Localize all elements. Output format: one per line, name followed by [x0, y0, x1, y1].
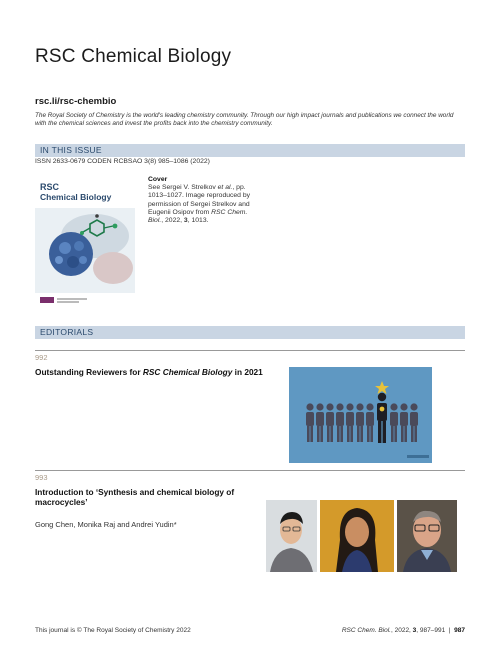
journal-description: The Royal Society of Chemistry is the world's leading chemistry community. Through our high impact journals and publications we connect the world with the chemical sciences and invest the profits back into the chemistry community.: [35, 112, 454, 128]
footer-separator: |: [445, 627, 455, 634]
author-portrait-icon: [397, 500, 457, 572]
author-portrait-icon: [266, 500, 317, 572]
editorials-heading: EDITORIALS: [40, 327, 94, 337]
cover-thumb-title-1: RSC: [40, 182, 60, 192]
journal-url-link[interactable]: rsc.li/rsc-chembio: [35, 96, 117, 107]
cover-caption-journal: RSC Chem. Biol.: [148, 208, 248, 225]
cover-caption-etal: et al.: [217, 184, 233, 192]
cover-art-icon: [35, 176, 135, 307]
people-crowd-icon: [289, 367, 432, 463]
footer-journal: RSC Chem. Biol.: [341, 627, 391, 634]
cover-thumb-title-2: Chemical Biology: [40, 192, 112, 202]
footer-volume: 3: [412, 627, 417, 634]
article-title-part: in 2021: [232, 367, 263, 377]
cover-caption-text-1: See Sergei V. Strelkov: [148, 184, 218, 192]
cover-caption-year: , 2022,: [161, 217, 184, 225]
cover-image[interactable]: [35, 176, 135, 307]
journal-title: RSC Chemical Biology: [35, 46, 232, 67]
cover-caption-volume: 3: [183, 217, 188, 225]
cover-caption-heading: Cover: [148, 176, 168, 183]
article-authors: Gong Chen, Monika Raj and Andrei Yudin*: [35, 520, 177, 529]
in-this-issue-bar: [35, 144, 465, 157]
page-number: 987: [454, 627, 465, 634]
divider: [35, 470, 465, 471]
article-page-number: 993: [35, 473, 48, 482]
in-this-issue-heading: IN THIS ISSUE: [40, 145, 102, 155]
article-title-journal: RSC Chemical Biology: [142, 367, 233, 377]
cover-caption-text-2: , pp. 1013–1027. Image reproduced by permission of Sergei Strelkov and Eugenii Osipov from: [148, 184, 251, 216]
author-photo: [397, 500, 457, 572]
author-photo: [320, 500, 394, 572]
article-title-link[interactable]: [35, 367, 270, 377]
article-title-part: Outstanding Reviewers for: [35, 367, 143, 377]
cover-caption: [148, 176, 258, 225]
reviewers-graphic[interactable]: [289, 367, 432, 463]
article-title-link[interactable]: Introduction to ‘Synthesis and chemical biology of macrocycles’: [35, 487, 235, 507]
footer-citation: [300, 627, 465, 634]
author-photo: [266, 500, 317, 572]
footer-copyright: This journal is © The Royal Society of Chemistry 2022: [35, 627, 191, 634]
editorials-bar: [35, 326, 465, 339]
divider: [35, 350, 465, 351]
article-page-number: 992: [35, 353, 48, 362]
footer-year: , 2022,: [390, 627, 413, 634]
footer-pages: , 987–991: [416, 627, 446, 634]
author-portrait-icon: [320, 500, 394, 572]
cover-caption-end: , 1013.: [187, 217, 209, 225]
issue-meta: ISSN 2633-0679 CODEN RCBSAO 3(8) 985–1086 (2022): [35, 158, 210, 165]
